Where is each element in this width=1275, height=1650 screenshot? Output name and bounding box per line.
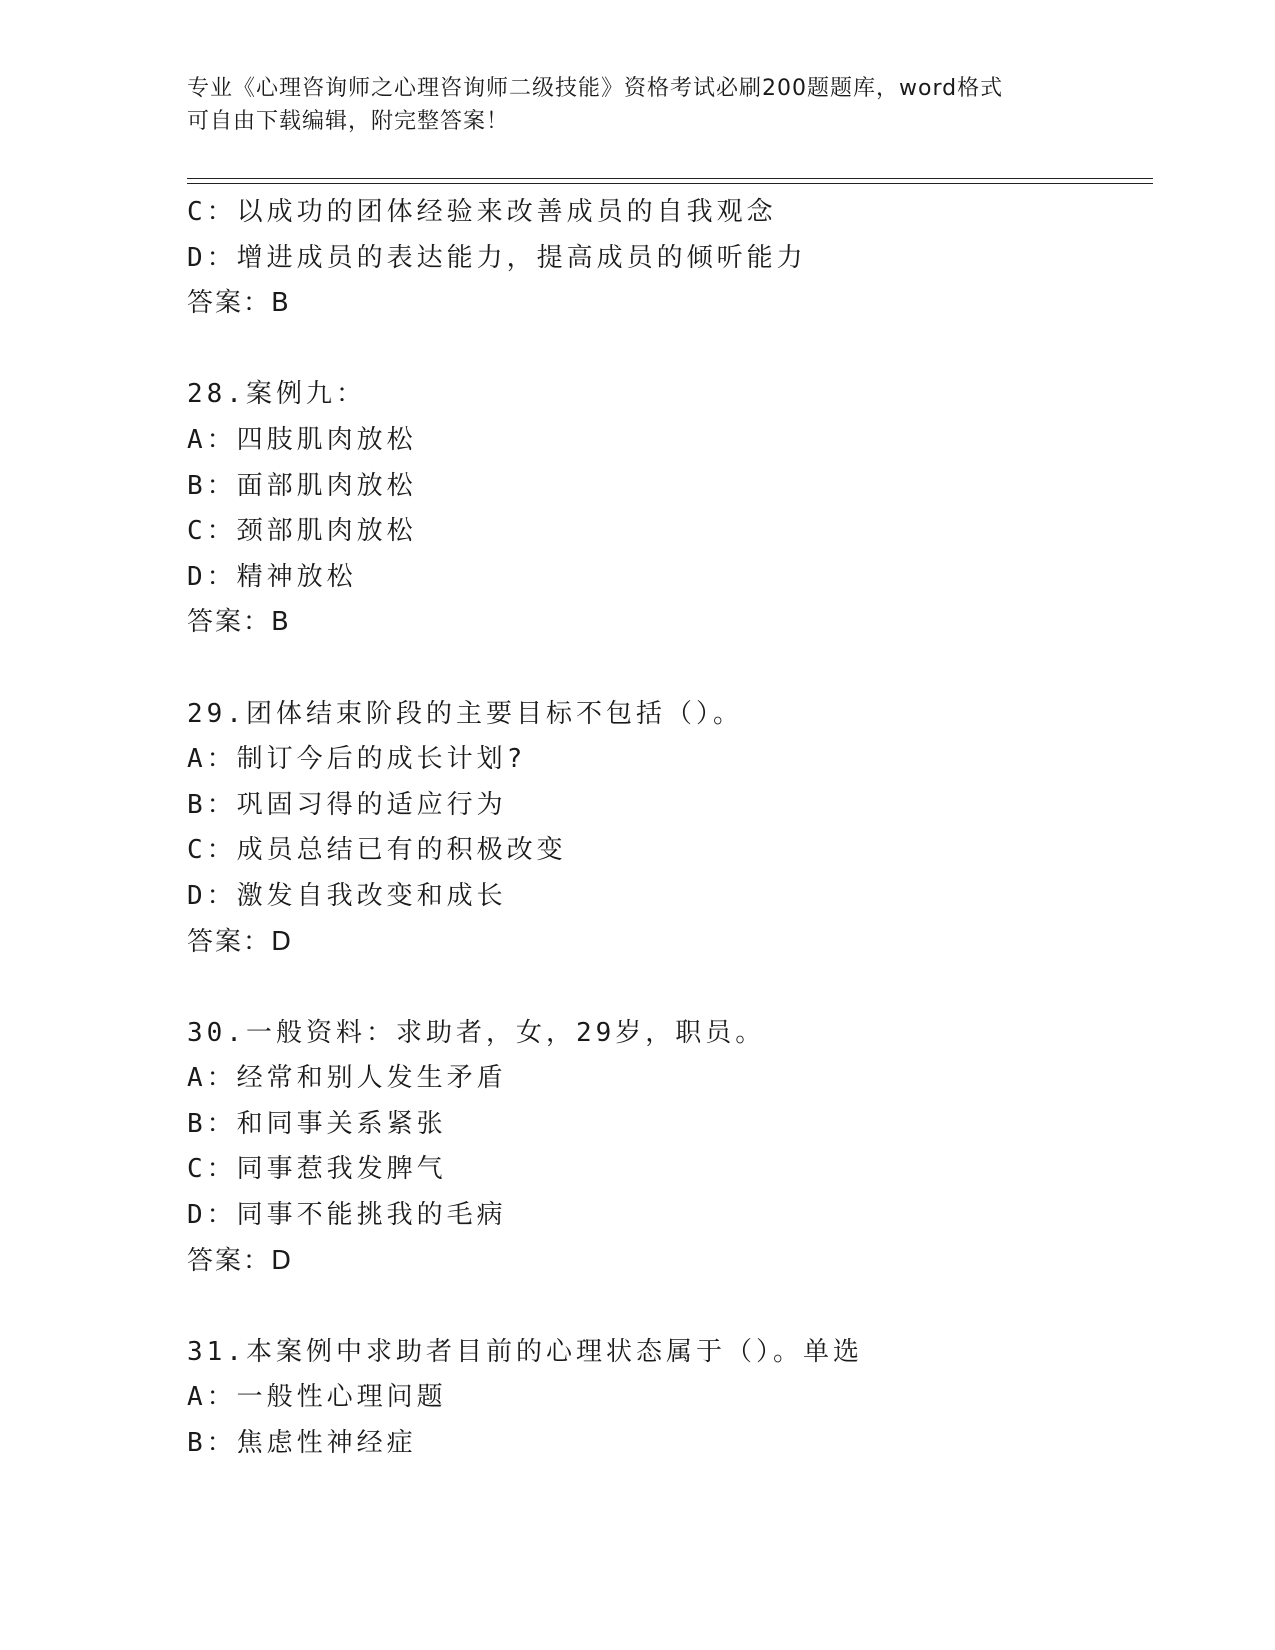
- question-list: [187, 190, 1167, 1467]
- option-a: A：经常和别人发生矛盾: [187, 1063, 507, 1094]
- option-c: C：颈部肌肉放松: [187, 516, 417, 547]
- option-a: A：四肢肌肉放松: [187, 424, 417, 455]
- question-stem: 30.一般资料：求助者，女，29岁，职员。: [187, 1017, 766, 1048]
- option-a: A：制订今后的成长计划?: [187, 744, 527, 775]
- answer-label: 答案：D: [187, 926, 294, 957]
- page-header: [187, 72, 1067, 138]
- question-stem: 28.案例九：: [187, 379, 366, 410]
- question-stem: 29.团体结束阶段的主要目标不包括（）。: [187, 698, 743, 729]
- spacer: [187, 1284, 1167, 1330]
- option-c: C：同事惹我发脾气: [187, 1154, 447, 1185]
- answer-label: 答案：B: [187, 607, 291, 638]
- header-divider-bottom: [187, 183, 1153, 184]
- answer-label: 答案：B: [187, 288, 291, 319]
- option-a: A：一般性心理问题: [187, 1382, 447, 1413]
- option-b: B：面部肌肉放松: [187, 470, 417, 501]
- header-title-line-1: 专业《心理咨询师之心理咨询师二级技能》资格考试必刷200题题库，word格式: [187, 76, 1004, 101]
- option-d: D：激发自我改变和成长: [187, 880, 507, 911]
- spacer: [187, 965, 1167, 1011]
- question-31: [187, 1330, 1167, 1467]
- option-d: D：同事不能挑我的毛病: [187, 1200, 507, 1231]
- answer-label: 答案：D: [187, 1245, 294, 1276]
- option-c: C：成员总结已有的积极改变: [187, 835, 567, 866]
- spacer: [187, 327, 1167, 373]
- question-30: [187, 1011, 1167, 1285]
- option-d: D：增进成员的表达能力，提高成员的倾听能力: [187, 242, 807, 273]
- question-27-continuation: [187, 190, 1167, 327]
- spacer: [187, 646, 1167, 692]
- header-title-line-2: 可自由下载编辑，附完整答案！: [187, 109, 510, 134]
- option-b: B：和同事关系紧张: [187, 1108, 447, 1139]
- option-b: B：巩固习得的适应行为: [187, 789, 507, 820]
- question-stem: 31.本案例中求助者目前的心理状态属于（）。单选: [187, 1336, 863, 1367]
- header-divider-top: [187, 178, 1153, 179]
- option-b: B：焦虑性神经症: [187, 1428, 417, 1459]
- option-d: D：精神放松: [187, 561, 357, 592]
- question-28: [187, 372, 1167, 646]
- question-29: [187, 692, 1167, 966]
- option-c: C：以成功的团体经验来改善成员的自我观念: [187, 197, 777, 227]
